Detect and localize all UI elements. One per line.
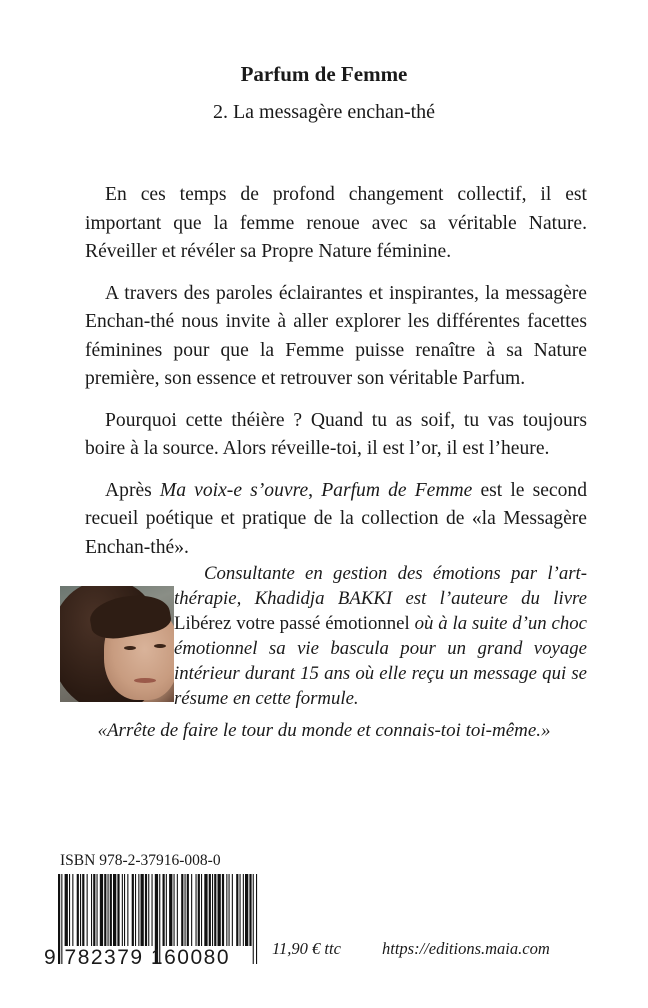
bio-book-title: Libérez votre passé émotionnel <box>174 613 410 634</box>
barcode-bar <box>181 874 183 946</box>
barcode-bar <box>187 874 189 946</box>
barcode-bar <box>226 874 227 946</box>
p4-prefix: Après <box>105 479 160 501</box>
blurb-paragraph-2: A travers des paroles éclairantes et inspirantes, la messagère Enchan-thé nous invite à aller explorer les différentes facettes féminines pour que la Femme puisse renaître à sa Nature première, son essence et retrouver son véritable Parfum. <box>85 282 587 389</box>
barcode-bar <box>174 874 175 946</box>
barcode-bar <box>69 874 70 946</box>
barcode-bar <box>152 874 153 946</box>
barcode-bar <box>236 874 238 946</box>
barcode-bar <box>166 874 167 946</box>
barcode-bar <box>117 874 119 946</box>
barcode-bar <box>93 874 95 946</box>
barcode-bar <box>245 874 248 946</box>
barcode-bar <box>127 874 128 946</box>
blurb-paragraph-4 <box>85 477 587 563</box>
barcode-bar <box>141 874 144 946</box>
p4-suffix: est le second recueil poétique et pratique de la collection de «la Messagère Enchan-thé». <box>85 479 588 558</box>
publisher-url[interactable]: https://editions.maia.com <box>382 939 550 958</box>
blurb <box>85 181 587 562</box>
barcode-bar <box>169 874 172 946</box>
barcode-bar <box>97 874 98 946</box>
barcode-bar <box>82 874 84 946</box>
barcode-bar <box>229 874 230 946</box>
barcode-bar <box>110 874 112 946</box>
barcode-bar <box>212 874 213 946</box>
barcode-bar <box>100 874 103 946</box>
barcode-bar <box>113 874 116 946</box>
barcode-bar <box>163 874 165 946</box>
barcode-bar <box>87 874 88 946</box>
barcode-bar <box>191 874 192 946</box>
barcode-bar <box>243 874 244 946</box>
barcode-bar <box>132 874 134 946</box>
price: 11,90 € ttc <box>272 939 341 958</box>
barcode-bar <box>145 874 147 946</box>
blurb-paragraph-1: En ces temps de profond changement collectif, il est important que la femme renoue avec sa véritable Nature. Réveiller et révéler sa Propre Nature féminine. <box>85 184 587 262</box>
barcode-bar <box>204 874 207 946</box>
barcode-bar <box>185 874 186 946</box>
barcode-bar <box>80 874 81 946</box>
barcode-bar <box>148 874 149 946</box>
barcode-bar <box>124 874 125 946</box>
barcode-bar <box>104 874 106 946</box>
p4-book-title-2: Parfum de Femme <box>321 479 473 501</box>
book-title: Parfum de Femme <box>240 62 408 86</box>
barcode-bar <box>108 874 109 946</box>
blurb-paragraph-3: Pourquoi cette théière ? Quand tu as soif, tu vas toujours boire à la source. Alors réveille-toi, il est l’or, il est l’heure. <box>85 409 587 459</box>
author-bio <box>174 561 587 711</box>
barcode-bar <box>91 874 92 946</box>
barcode-bar <box>201 874 202 946</box>
barcode-bar <box>65 874 68 946</box>
barcode-bar <box>72 874 73 946</box>
barcode-bar <box>138 874 139 946</box>
book-subtitle: 2. La messagère enchan-thé <box>212 101 436 123</box>
barcode-bar <box>196 874 197 946</box>
barcode-bar <box>198 874 200 946</box>
p4-book-title-1: Ma voix-e s’ouvre <box>159 479 309 501</box>
barcode-bar <box>209 874 211 946</box>
isbn-label: ISBN 978-2-37916-008-0 <box>60 852 221 869</box>
barcode-bar <box>232 874 233 946</box>
bio-part-1: Consultante en gestion des émotions par l’art-thérapie, Khadidja BAKKI est l’auteure du livre <box>174 563 587 609</box>
bio-part-2: où à la suite d’un choc émotionnel sa vie bascula pour un grand voyage intérieur durant 15 ans où elle reçu un message qui se résume en cette formule. <box>174 613 588 709</box>
barcode-bar <box>177 874 178 946</box>
barcode-bar <box>77 874 79 946</box>
p4-separator: , <box>308 479 322 501</box>
barcode-bar <box>122 874 123 946</box>
barcode-bar <box>222 874 224 946</box>
barcode-bar <box>218 874 221 946</box>
author-quote: «Arrête de faire le tour du monde et connais-toi toi-même.» <box>97 720 551 741</box>
barcode-bar <box>240 874 241 946</box>
barcode-bar <box>214 874 216 946</box>
barcode-digits: 9 782379 160080 <box>44 946 230 969</box>
barcode-bar <box>135 874 136 946</box>
barcode-bar <box>249 874 251 946</box>
author-photo <box>60 586 174 702</box>
